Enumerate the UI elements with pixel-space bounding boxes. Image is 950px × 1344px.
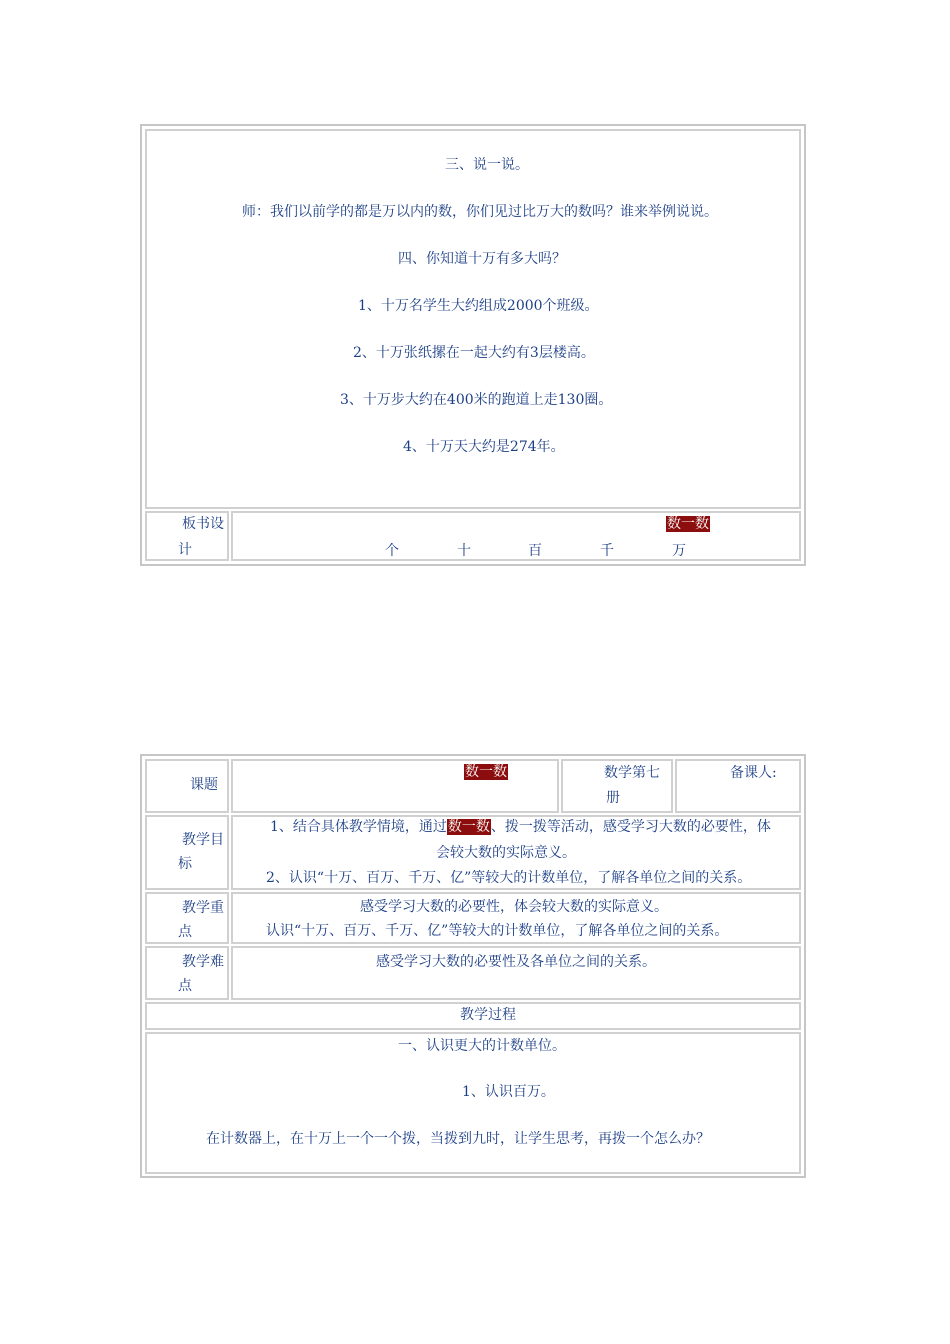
- difficulty-label-cont: 点: [178, 978, 192, 994]
- fact-line-4: 4、十万天大约是274年。: [403, 439, 565, 455]
- fact-line-2: 2、十万张纸摞在一起大约有3层楼高。: [353, 345, 595, 361]
- goal-label-cont: 标: [178, 856, 192, 872]
- goal-1-highlight: 数一数: [447, 819, 490, 835]
- unit-wan: 万: [672, 543, 686, 559]
- board-content-cell: [231, 511, 801, 561]
- topic-label: 课题: [190, 777, 218, 793]
- topic-value-cell: [231, 759, 559, 813]
- unit-bai: 百: [528, 543, 542, 559]
- key-label-cont: 点: [178, 924, 192, 940]
- book-label-cont: 册: [606, 790, 620, 806]
- topic-value-highlight: [464, 762, 508, 782]
- key-point-1: 感受学习大数的必要性，体会较大数的实际意义。: [360, 899, 668, 915]
- process-step-3: 在计数器上，在十万上一个一个拨，当拨到九时，让学生思考，再拨一个怎么办？: [206, 1131, 710, 1147]
- key-label: 教学重: [182, 900, 224, 916]
- goal-1-cont: 会较大数的实际意义。: [436, 845, 576, 861]
- process-step-2: 1、认识百万。: [462, 1084, 555, 1100]
- goal-2: 2、认识“十万、百万、千万、亿”等较大的计数单位，了解各单位之间的关系。: [266, 870, 752, 886]
- difficulty-point: 感受学习大数的必要性及各单位之间的关系。: [376, 954, 656, 970]
- section-heading-say: 三、说一说。: [445, 157, 529, 173]
- unit-shi: 十: [457, 543, 471, 559]
- topic-value: 数一数: [465, 764, 507, 780]
- board-title: 数一数: [667, 516, 709, 532]
- preparer-label: 备课人:: [730, 765, 777, 781]
- process-title: 教学过程: [460, 1007, 516, 1023]
- board-title-highlight: [666, 514, 710, 534]
- fact-line-3: 3、十万步大约在400米的跑道上走130圈。: [340, 392, 613, 408]
- key-point-2: 认识“十万、百万、千万、亿”等较大的计数单位，了解各单位之间的关系。: [266, 923, 729, 939]
- process-step-1: 一、认识更大的计数单位。: [398, 1038, 566, 1054]
- goal-label: 教学目: [182, 832, 224, 848]
- unit-qian: 千: [600, 543, 614, 559]
- goal-1: [270, 817, 771, 837]
- section-heading-scale: 四、你知道十万有多大吗？: [398, 251, 566, 267]
- fact-line-1: 1、十万名学生大约组成2000个班级。: [358, 298, 599, 314]
- goal-1-text-b: 、拨一拨等活动，感受学习大数的必要性，体: [490, 819, 771, 835]
- difficulty-label: 教学难: [182, 954, 224, 970]
- goal-1-text-a: 1、结合具体教学情境，通过: [270, 819, 447, 835]
- unit-ge: 个: [385, 543, 399, 559]
- teacher-question: 师：我们以前学的都是万以内的数，你们见过比万大的数吗？谁来举例说说。: [242, 204, 718, 220]
- book-label: 数学第七: [604, 765, 660, 781]
- board-design-label: 板书设: [182, 516, 224, 532]
- board-design-label-cont: 计: [178, 542, 192, 558]
